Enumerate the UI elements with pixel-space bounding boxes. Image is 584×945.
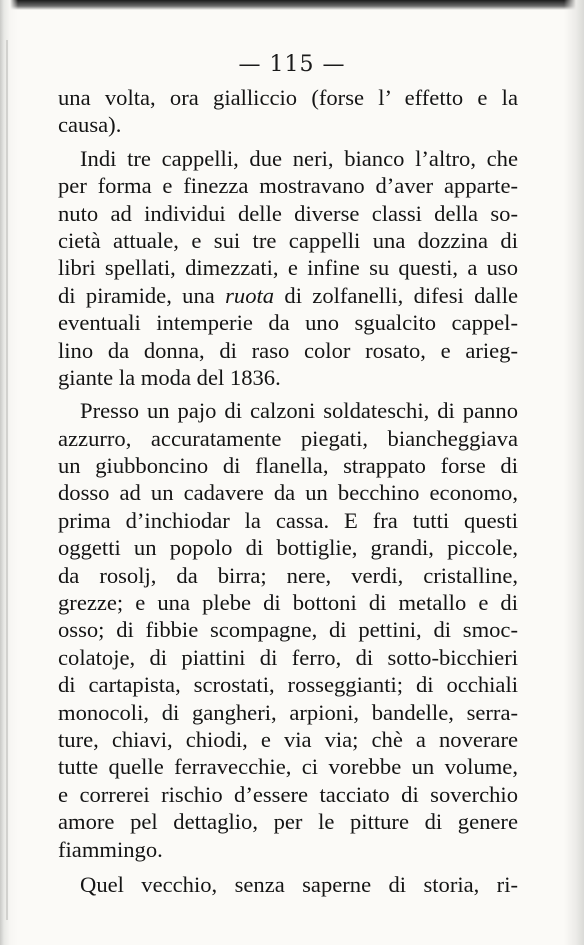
text-line: e correrei rischio d’essere tacciato di soverchio — [58, 781, 518, 807]
text-line: dosso ad un cadavere da un becchino economo, — [58, 480, 518, 506]
paragraph-start-line: Quel vecchio, senza saperne di storia, ri- — [80, 871, 518, 897]
text-line: tutte quelle ferravecchie, ci vorebbe un volume, — [58, 754, 518, 780]
text-line: lino da donna, di raso color rosato, e arieg- — [58, 337, 518, 363]
text-line: libri spellati, dimezzati, e infine su questi, a uso — [58, 255, 518, 281]
text-line: ture, chiavi, chiodi, e via via; chè a noverare — [58, 726, 518, 752]
paragraph-start-line: Indi tre cappelli, due neri, bianco l’altro, che — [80, 145, 518, 171]
text-line: monocoli, di gangheri, arpioni, bandelle, serra- — [58, 699, 518, 725]
paragraph-start-line: Presso un pajo di calzoni soldateschi, di panno — [80, 398, 518, 424]
text-segment: di zolfanelli, difesi dalle — [274, 282, 518, 308]
page-spine-shadow — [0, 0, 18, 945]
text-line: osso; di fibbie scompagne, di pettini, di smoc- — [58, 617, 518, 643]
text-line: prima d’inchiodar la cassa. E fra tutti questi — [58, 507, 518, 533]
text-line-with-italic — [58, 282, 518, 309]
text-line: grezze; e una plebe di bottoni di metallo e di — [58, 590, 518, 616]
text-line: per forma e finezza mostravano d’aver apparte- — [58, 173, 518, 199]
text-line: eventuali intemperie da uno sgualcito cappel- — [58, 310, 518, 336]
page-number: — 115 — — [238, 52, 346, 77]
text-line: di cartapista, scrostati, rosseggianti; di occhiali — [58, 672, 518, 698]
text-line: un giubboncino di flanella, strappato forse di — [58, 453, 518, 479]
text-line: fiammingo. — [58, 836, 163, 862]
page-right-edge-shadow — [564, 0, 584, 945]
text-line: amore pel dettaglio, per le pitture di genere — [58, 809, 518, 835]
text-line: da rosolj, da birra; nere, verdi, cristalline, — [58, 562, 518, 588]
text-line: causa). — [58, 112, 122, 138]
page-spine-line — [6, 40, 8, 920]
text-line: nuto ad individui delle diverse classi della so- — [58, 200, 518, 226]
body-text — [58, 84, 518, 898]
text-line: oggetti un popolo di bottiglie, grandi, piccole, — [58, 535, 518, 561]
text-line: azzurro, accuratamente piegati, biancheggiava — [58, 425, 518, 451]
text-line: colatoje, di piattini di ferro, di sotto-bicchieri — [58, 644, 518, 670]
text-line: giante la moda del 1836. — [58, 364, 281, 390]
text-segment: di piramide, una — [58, 282, 226, 308]
text-line: una volta, ora gialliccio (forse l’ effetto e la — [58, 85, 518, 110]
text-line: cietà attuale, e sui tre cappelli una dozzina di — [58, 227, 518, 253]
scan-top-shadow — [0, 0, 584, 10]
italic-word: ruota — [225, 282, 275, 308]
